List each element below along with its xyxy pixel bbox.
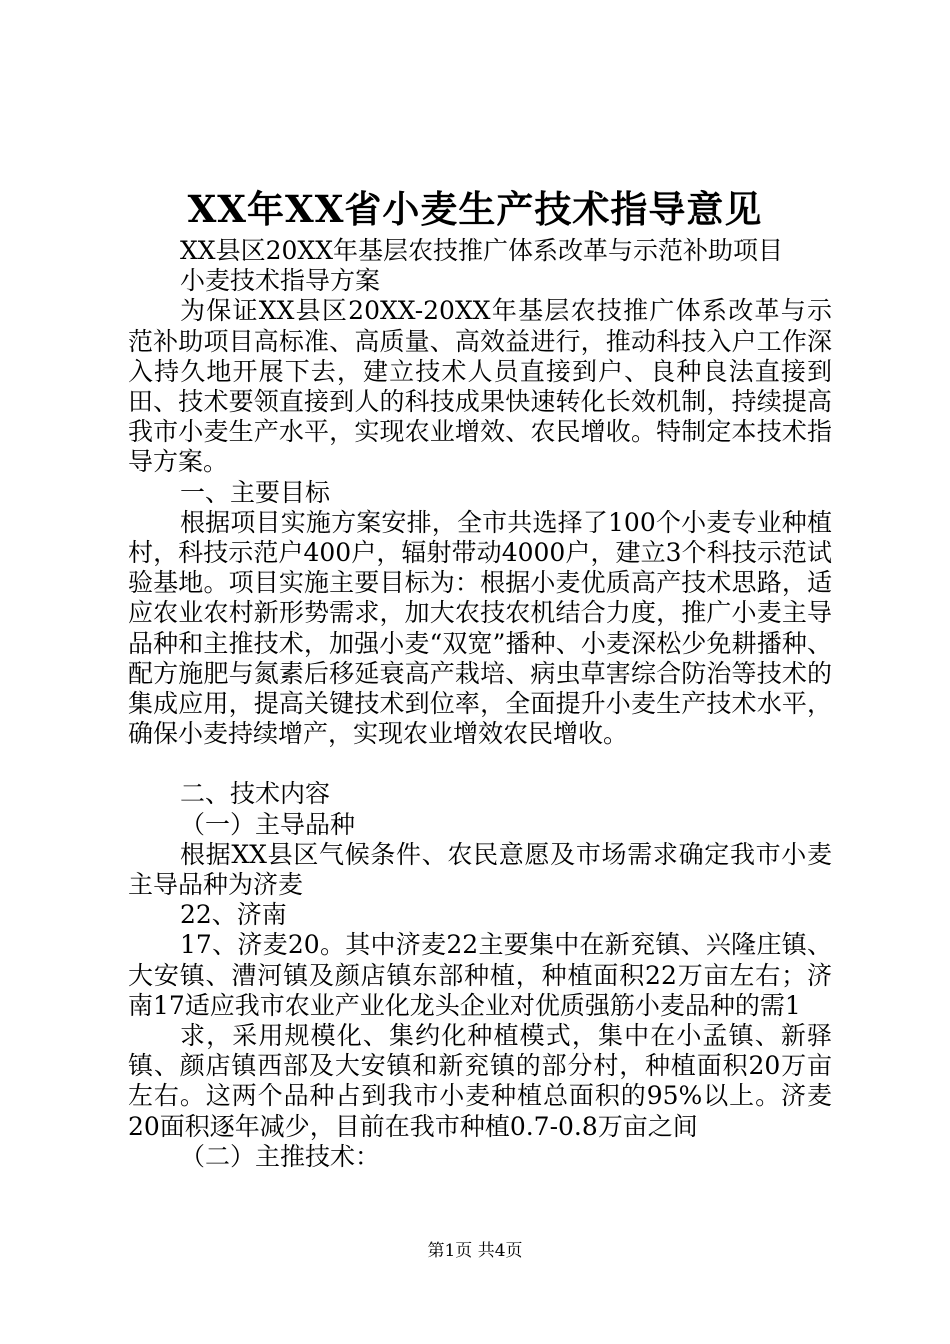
varieties-paragraph: 根据XX县区气候条件、农民意愿及市场需求确定我市小麦主导品种为济麦 bbox=[128, 839, 832, 900]
document-body bbox=[128, 236, 832, 1172]
goals-paragraph: 根据项目实施方案安排，全市共选择了100个小麦专业种植村，科技示范户400户，辐射带动4000户，建立3个科技示范试验基地。项目实施主要目标为：根据小麦优质高产技术思路，适应农业农村新形势需求，加大农技农机结合力度，推广小麦主导品种和主推技术，加强小麦“双宽”播种、小麦深松少免耕播种、配方施肥与氮素后移延衰高产栽培、病虫草害综合防治等技术的集成应用，提高关键技术到位率，全面提升小麦生产技术水平，确保小麦持续增产，实现农业增效农民增收。 bbox=[128, 507, 832, 749]
variety-paragraph-17: 17、济麦20。其中济麦22主要集中在新兖镇、兴隆庄镇、大安镇、漕河镇及颜店镇东部种植，种植面积22万亩左右；济南17适应我市农业产业化龙头企业对优质强筋小麦品种的需1 bbox=[128, 930, 832, 1020]
variety-line-22: 22、济南 bbox=[180, 900, 287, 930]
plan-subtitle: 小麦技术指导方案 bbox=[180, 266, 381, 296]
intro-paragraph: 为保证XX县区20XX-20XX年基层农技推广体系改革与示范补助项目高标准、高质量、高效益进行，推动科技入户工作深入持久地开展下去，建立技术人员直接到户、良种良法直接到田、技术要领直接到人的科技成果快速转化长效机制，持续提高我市小麦生产水平，实现农业增效、农民增收。特制定本技术指导方案。 bbox=[128, 296, 832, 477]
subheading-techniques: （二）主推技术： bbox=[180, 1141, 381, 1171]
section-heading-tech: 二、技术内容 bbox=[180, 779, 331, 809]
page-footer: 第1页 共4页 bbox=[427, 1241, 523, 1261]
variety-paragraph-continued: 求，采用规模化、集约化种植模式，集中在小孟镇、新驿镇、颜店镇西部及大安镇和新兖镇的部分村，种植面积20万亩左右。这两个品种占到我市小麦种植总面积的95%以上。济麦20面积逐年减少，目前在我市种植0.7-0.8万亩之间 bbox=[128, 1021, 832, 1141]
document-title: XX年XX省小麦生产技术指导意见 bbox=[187, 187, 763, 231]
subheading-varieties: （一）主导品种 bbox=[180, 809, 356, 839]
section-heading-goals: 一、主要目标 bbox=[180, 477, 331, 507]
project-line: XX县区20XX年基层农技推广体系改革与示范补助项目 bbox=[180, 236, 784, 265]
paragraph-gap bbox=[128, 749, 832, 779]
